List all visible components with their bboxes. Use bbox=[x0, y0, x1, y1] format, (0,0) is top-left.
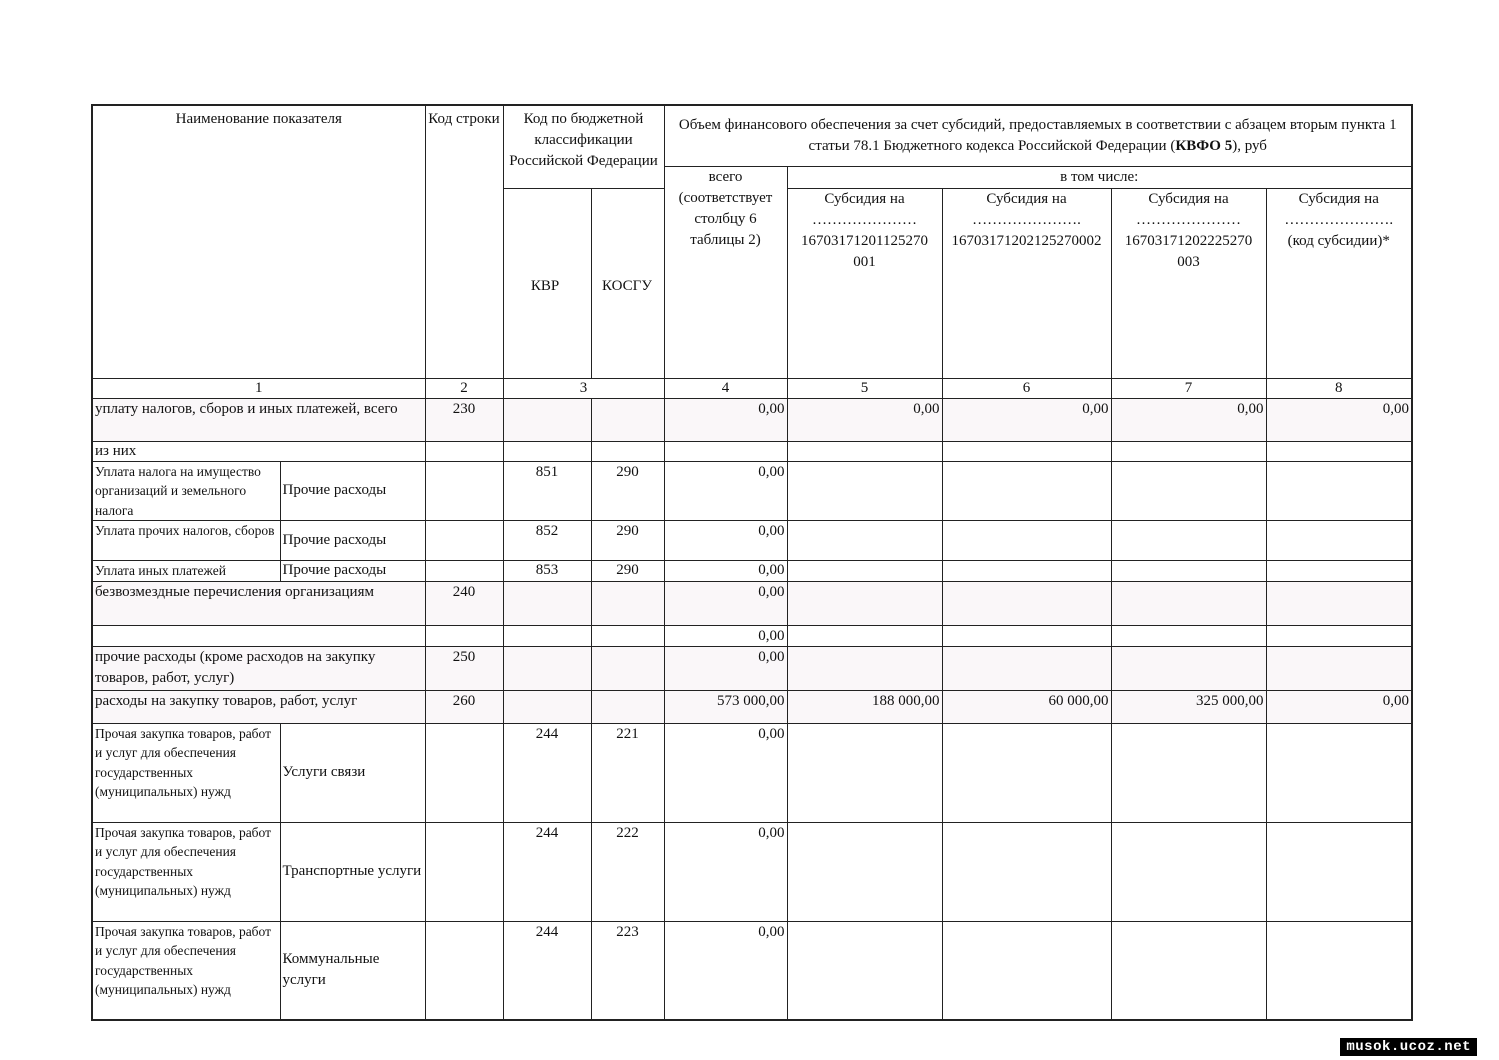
table-row bbox=[92, 581, 1412, 625]
header-subsidy-3: Субсидия на ………………… 16703171202225270 003 bbox=[1111, 188, 1266, 378]
total-value: 0,00 bbox=[664, 461, 787, 521]
kosgu-cell: 290 bbox=[591, 561, 664, 582]
row-name: Прочая закупка товаров, работ и услуг для обеспечения государственных (муниципальных) нужд bbox=[92, 723, 280, 822]
total-value: 0,00 bbox=[664, 921, 787, 1020]
kosgu-cell: 221 bbox=[591, 723, 664, 822]
row-name: Прочая закупка товаров, работ и услуг для обеспечения государственных (муниципальных) нужд bbox=[92, 822, 280, 921]
col-number: 8 bbox=[1266, 378, 1412, 398]
kvfo-label: КВФО 5 bbox=[1175, 137, 1233, 154]
kosgu-cell: 222 bbox=[591, 822, 664, 921]
col-number: 4 bbox=[664, 378, 787, 398]
row-code: 250 bbox=[425, 646, 503, 690]
header-including: в том числе: bbox=[787, 166, 1412, 188]
total-value: 0,00 bbox=[664, 561, 787, 582]
row-code: 260 bbox=[425, 690, 503, 723]
row-type: Прочие расходы bbox=[280, 561, 425, 582]
kvr-cell: 244 bbox=[503, 723, 591, 822]
table-row bbox=[92, 461, 1412, 521]
header-volume: Объем финансового обеспечения за счет субсидий, предоставляемых в соответствии с абзацем вторым пункта 1 статьи 78.1 Бюджетного кодекса Российской Федерации (КВФО 5), руб bbox=[664, 105, 1412, 166]
row-name: Прочая закупка товаров, работ и услуг для обеспечения государственных (муниципальных) нужд bbox=[92, 921, 280, 1020]
col-number: 5 bbox=[787, 378, 942, 398]
kvr-cell: 244 bbox=[503, 822, 591, 921]
kvr-cell bbox=[503, 398, 591, 441]
kvr-cell: 853 bbox=[503, 561, 591, 582]
subsidy-4-value: 0,00 bbox=[1266, 690, 1412, 723]
col-number: 7 bbox=[1111, 378, 1266, 398]
row-type: Транспортные услуги bbox=[280, 822, 425, 921]
kosgu-header-label: КОСГУ bbox=[602, 278, 652, 294]
header-budget-code: Код по бюджетной классификации Российской Федерации bbox=[503, 105, 664, 188]
kosgu-cell: 290 bbox=[591, 461, 664, 521]
kvr-header-label: КВР bbox=[530, 278, 560, 294]
col-number: 3 bbox=[503, 378, 664, 398]
table-row bbox=[92, 625, 1412, 646]
kvr-cell: 852 bbox=[503, 521, 591, 561]
table-row bbox=[92, 646, 1412, 690]
kvr-cell: 851 bbox=[503, 461, 591, 521]
subsidy-1-value: 0,00 bbox=[787, 398, 942, 441]
row-name: прочие расходы (кроме расходов на закупку товаров, работ, услуг) bbox=[92, 646, 425, 690]
header-subsidy-2: Субсидия на …………………. 16703171202125270002 bbox=[942, 188, 1111, 378]
subsidy-1-value: 188 000,00 bbox=[787, 690, 942, 723]
table-row bbox=[92, 521, 1412, 561]
col-number: 2 bbox=[425, 378, 503, 398]
table-row bbox=[92, 723, 1412, 822]
header-subsidy-4: Субсидия на …………………. (код субсидии)* bbox=[1266, 188, 1412, 378]
row-name: Уплата иных платежей bbox=[92, 561, 280, 582]
kosgu-cell: 290 bbox=[591, 521, 664, 561]
total-value: 0,00 bbox=[664, 581, 787, 625]
total-value: 0,00 bbox=[664, 723, 787, 822]
subsidy-3-value: 325 000,00 bbox=[1111, 690, 1266, 723]
col-number: 1 bbox=[92, 378, 425, 398]
table-row bbox=[92, 561, 1412, 582]
col-number: 6 bbox=[942, 378, 1111, 398]
total-value: 0,00 bbox=[664, 625, 787, 646]
row-type: Услуги связи bbox=[280, 723, 425, 822]
table-row bbox=[92, 822, 1412, 921]
subsidy-4-value: 0,00 bbox=[1266, 398, 1412, 441]
financial-table bbox=[91, 104, 1413, 1021]
table-row bbox=[92, 690, 1412, 723]
kosgu-cell bbox=[591, 398, 664, 441]
row-type: Прочие расходы bbox=[280, 521, 425, 561]
total-value: 0,00 bbox=[664, 646, 787, 690]
total-value: 0,00 bbox=[664, 822, 787, 921]
table-row bbox=[92, 441, 1412, 461]
row-name: Уплата налога на имущество организаций и земельного налога bbox=[92, 461, 280, 521]
header-total: всего (соответствует столбцу 6 таблицы 2) bbox=[664, 166, 787, 378]
table-row bbox=[92, 398, 1412, 441]
header-indicator-name: Наименование показателя bbox=[92, 105, 425, 378]
row-name: расходы на закупку товаров, работ, услуг bbox=[92, 690, 425, 723]
row-name: уплату налогов, сборов и иных платежей, всего bbox=[92, 398, 425, 441]
row-name: из них bbox=[92, 441, 425, 461]
row-name: безвозмездные перечисления организациям bbox=[92, 581, 425, 625]
header-line-code: Код строки bbox=[425, 105, 503, 378]
row-code: 240 bbox=[425, 581, 503, 625]
total-value: 573 000,00 bbox=[664, 690, 787, 723]
total-value: 0,00 bbox=[664, 521, 787, 561]
kvr-cell: 244 bbox=[503, 921, 591, 1020]
site-watermark: musok.ucoz.net bbox=[1340, 1038, 1477, 1056]
subsidy-2-value: 60 000,00 bbox=[942, 690, 1111, 723]
row-type: Коммунальные услуги bbox=[280, 921, 425, 1020]
table-row bbox=[92, 921, 1412, 1020]
header-subsidy-1: Субсидия на ………………… 16703171201125270 001 bbox=[787, 188, 942, 378]
row-type: Прочие расходы bbox=[280, 461, 425, 521]
subsidy-2-value: 0,00 bbox=[942, 398, 1111, 441]
subsidy-3-value: 0,00 bbox=[1111, 398, 1266, 441]
total-value: 0,00 bbox=[664, 398, 787, 441]
row-name: Уплата прочих налогов, сборов bbox=[92, 521, 280, 561]
kosgu-cell: 223 bbox=[591, 921, 664, 1020]
row-code: 230 bbox=[425, 398, 503, 441]
